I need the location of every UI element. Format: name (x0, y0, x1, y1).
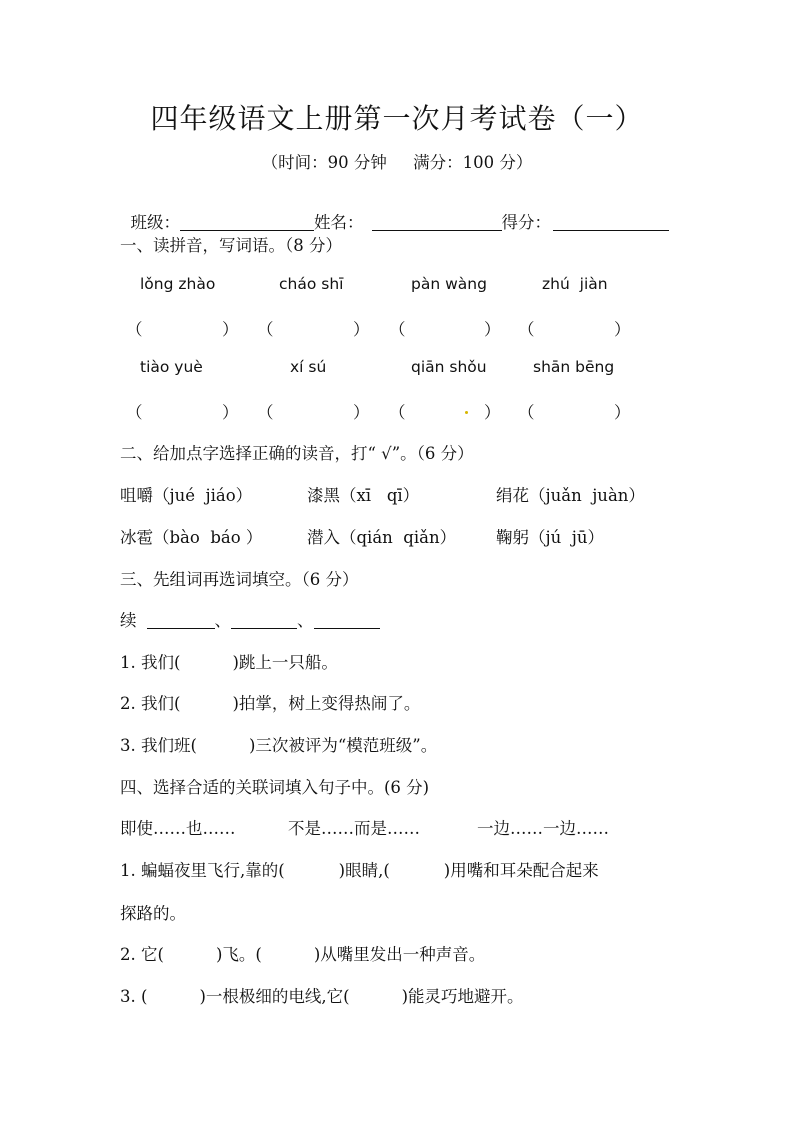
fill-question (120, 649, 338, 673)
question-text: 3. ( (120, 987, 148, 1006)
fill-question (120, 857, 599, 881)
fill-question (120, 941, 485, 965)
paren-open: （ (518, 320, 535, 339)
class-blank[interactable] (180, 213, 314, 231)
conjunction-option: 不是……而是…… (288, 819, 420, 838)
section4-heading: 四、选择合适的关联词填入句子中。(6 分) (120, 778, 430, 797)
section3-heading: 三、先组词再选词填空。（6 分） (120, 570, 359, 589)
section2-heading: 二、给加点字选择正确的读音，打“ √”。（6 分） (120, 444, 474, 463)
paren-open: （ (518, 403, 535, 422)
question-text: )从嘴里发出一种声音。 (313, 945, 486, 964)
paren-open: （ (257, 403, 274, 422)
question-text: )三次被评为“模范班级”。 (248, 736, 438, 755)
name-label: 姓名： (314, 213, 364, 232)
paren-close: ） (484, 320, 501, 339)
choice-item: 潜入（qián qiǎn） (307, 528, 457, 547)
fill-question (120, 690, 420, 714)
key-character: 续 (120, 611, 137, 630)
separator: 、 (214, 611, 231, 630)
class-label: 班级： (130, 213, 180, 232)
choice-item: 冰雹（bào báo ） (120, 528, 263, 547)
pinyin-item: qiān shǒu (411, 358, 487, 376)
paren-close: ） (614, 320, 631, 339)
paren-close: ） (353, 403, 370, 422)
question-text: )能灵巧地避开。 (401, 987, 524, 1006)
page-title: 四年级语文上册第一次月考试卷（一） (150, 102, 644, 135)
pinyin-item: tiào yuè (140, 358, 203, 376)
paren-open: （ (126, 403, 143, 422)
pinyin-item: shān bēng (533, 358, 615, 376)
student-info-line (120, 190, 669, 233)
exam-info-subtitle: （时间：90 分钟 满分：100 分） (261, 153, 533, 172)
question-text: )飞。( (215, 945, 262, 964)
word-group-line (120, 607, 380, 631)
paren-close: ） (614, 403, 631, 422)
name-blank[interactable] (372, 213, 502, 231)
question-text: 2. 它( (120, 945, 164, 964)
question-text: )跳上一只船。 (232, 653, 338, 672)
pinyin-item: pàn wàng (411, 275, 487, 293)
pinyin-item: xí sú (290, 358, 327, 376)
paren-close: ） (222, 320, 239, 339)
paren-close: ） (353, 320, 370, 339)
score-label: 得分： (501, 213, 551, 232)
question-text: 3. 我们班( (120, 736, 197, 755)
question-text: 2. 我们( (120, 694, 181, 713)
question-continuation: 探路的。 (120, 904, 186, 923)
word-blank[interactable] (147, 611, 215, 629)
choice-item: 鞠躬（jú jū） (496, 528, 604, 547)
choice-item: 漆黑（xī qī） (307, 486, 420, 505)
stray-mark (465, 411, 468, 414)
fill-question (120, 983, 524, 1007)
paren-open: （ (126, 320, 143, 339)
section1-heading: 一、读拼音，写词语。（8 分） (120, 236, 342, 255)
separator: 、 (297, 611, 314, 630)
fill-question (120, 732, 437, 756)
conjunction-option: 一边……一边…… (477, 819, 609, 838)
pinyin-item: zhú jiàn (542, 275, 608, 293)
question-text: )用嘴和耳朵配合起来 (443, 861, 599, 880)
paren-open: （ (389, 403, 406, 422)
question-text: )一根极细的电线,它( (199, 987, 350, 1006)
score-blank[interactable] (553, 213, 669, 231)
pinyin-item: cháo shī (279, 275, 344, 293)
conjunction-option: 即使……也…… (120, 819, 236, 838)
question-text: 1. 我们( (120, 653, 181, 672)
word-blank[interactable] (314, 611, 380, 629)
pinyin-item: lǒng zhào (140, 275, 216, 293)
question-text: )拍掌，树上变得热闹了。 (232, 694, 421, 713)
paren-close: ） (484, 403, 501, 422)
word-blank[interactable] (231, 611, 297, 629)
paren-close: ） (222, 403, 239, 422)
paren-open: （ (389, 320, 406, 339)
question-text: )眼睛,( (338, 861, 390, 880)
paren-open: （ (257, 320, 274, 339)
question-text: 1. 蝙蝠夜里飞行,靠的( (120, 861, 285, 880)
choice-item: 绢花（juǎn juàn） (496, 486, 645, 505)
choice-item: 咀嚼（jué jiáo） (120, 486, 253, 505)
